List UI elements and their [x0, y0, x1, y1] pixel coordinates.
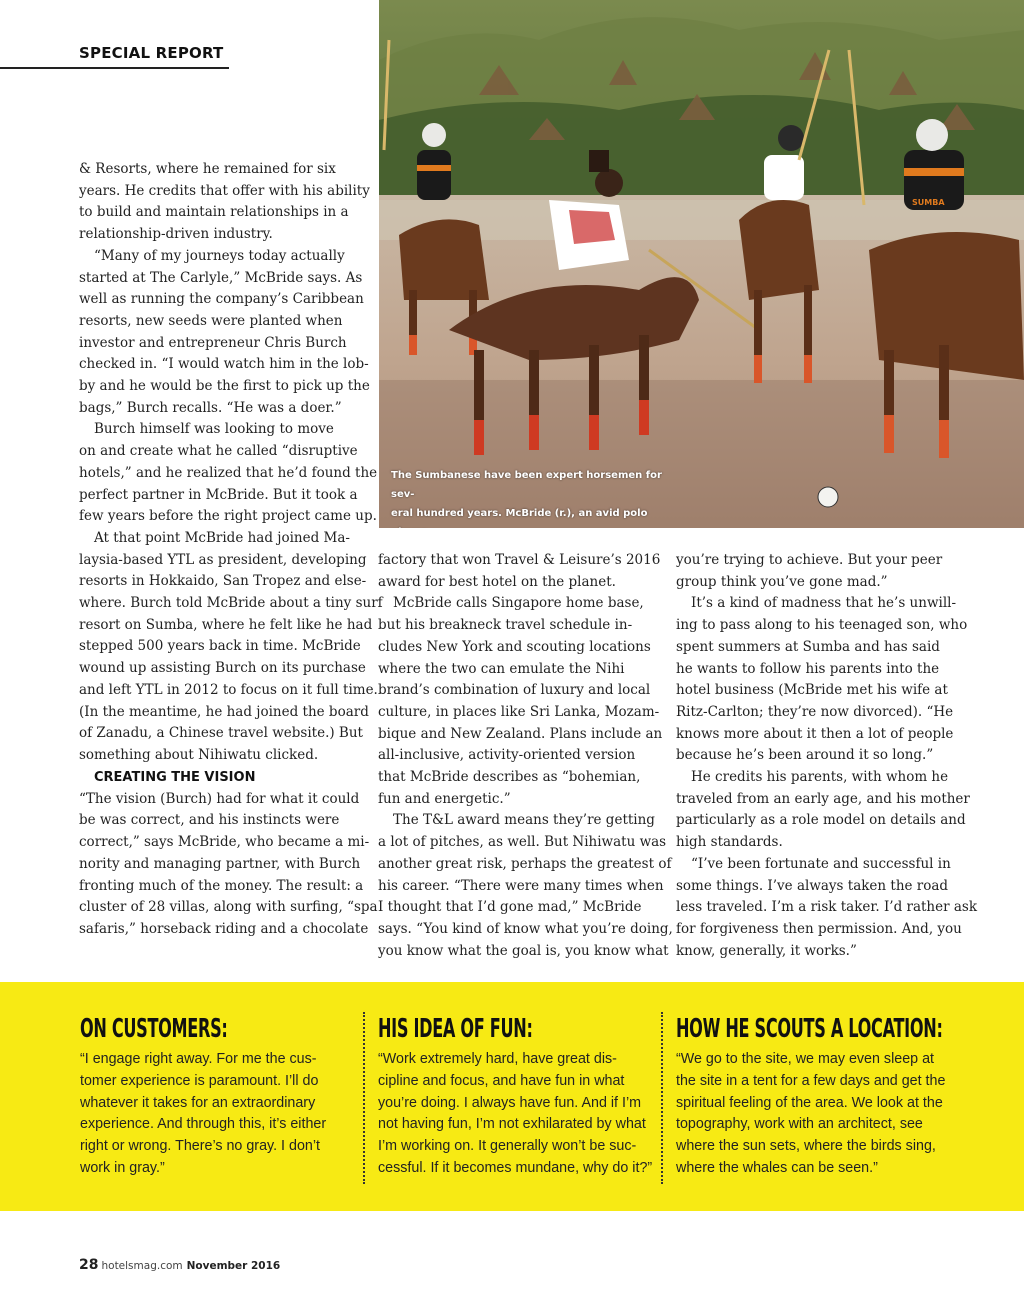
line: some things. I’ve always taken the road	[676, 877, 949, 894]
line: checked in. “I would watch him in the lob-	[79, 356, 369, 373]
line: high standards.	[676, 834, 783, 851]
line: years. He credits that offer with his ability	[79, 182, 370, 199]
line: Burch himself was looking to move	[94, 421, 334, 438]
line: you’re doing. I always have fun. And if I’m	[378, 1094, 642, 1111]
line: few years before the right project came up.	[79, 508, 377, 525]
line: that McBride describes as “bohemian,	[378, 769, 641, 786]
line: fronting much of the money. The result: a	[79, 877, 364, 894]
line: right or wrong. There’s no gray. I don’t	[80, 1138, 320, 1155]
sidebar-title: HIS IDEA OF FUN:	[378, 1014, 533, 1044]
line: & Resorts, where he remained for six	[79, 161, 336, 177]
line: another great risk, perhaps the greatest of	[378, 855, 672, 872]
line: brand’s combination of luxury and local	[378, 682, 651, 699]
line: he wants to follow his parents into the	[676, 660, 940, 677]
dotted-divider	[363, 1012, 365, 1184]
line: be was correct, and his instincts were	[79, 812, 340, 829]
line: hotels,” and he realized that he’d found the	[79, 464, 378, 481]
paragraph	[676, 550, 966, 593]
article-column-2	[378, 550, 673, 962]
photo-caption	[391, 466, 671, 528]
caption-line: eral hundred years. McBride (r.), an avid polo	[391, 508, 648, 519]
line: “The vision (Burch) had for what it could	[79, 790, 360, 807]
line: spiritual feeling of the area. We look at the	[676, 1094, 943, 1111]
sidebar-title: HOW HE SCOUTS A LOCATION:	[676, 1014, 943, 1044]
line: a lot of pitches, as well. But Nihiwatu was	[378, 834, 667, 851]
line: Ritz-Carlton; they’re now divorced). “He	[676, 703, 954, 720]
line: topography, work with an architect, see	[676, 1116, 923, 1133]
line: because he’s been around it so long.”	[676, 747, 934, 764]
subhead: CREATING THE VISION	[94, 769, 256, 785]
paragraph	[79, 159, 369, 246]
page-number: 28	[79, 1257, 99, 1273]
line: cludes New York and scouting locations	[378, 638, 651, 655]
line: on and create what he called “disruptive	[79, 443, 358, 460]
line: work in gray.”	[80, 1159, 165, 1176]
line: factory that won Travel & Leisure’s 2016	[378, 552, 661, 568]
line: where the two can emulate the Nihi	[378, 660, 625, 677]
line: you know what the goal is, you know what	[378, 942, 669, 959]
sidebar-quote	[80, 1049, 355, 1180]
line: bags,” Burch recalls. “He was a doer.”	[79, 399, 342, 416]
line: resorts, new seeds were planted when	[79, 312, 343, 329]
line: group think you’ve gone mad.”	[676, 573, 888, 590]
line: knows more about it then a lot of people	[676, 725, 954, 742]
line: cluster of 28 villas, along with surfing, “spa	[79, 899, 378, 916]
line: by and he would be the first to pick up the	[79, 378, 370, 395]
sidebar-title: ON CUSTOMERS:	[80, 1014, 228, 1044]
line: where the whales can be seen.”	[676, 1159, 878, 1176]
line: “I engage right away. For me the cus-	[80, 1051, 317, 1067]
issue-date: November 2016	[186, 1260, 281, 1272]
line: culture, in places like Sri Lanka, Mozam-	[378, 703, 660, 720]
line: his career. “There were many times when	[378, 877, 664, 894]
line: resorts in Hokkaido, San Tropez and else-	[79, 573, 367, 590]
line: It’s a kind of madness that he’s unwill-	[691, 595, 957, 612]
line: “Work extremely hard, have great dis-	[378, 1051, 617, 1067]
line: nority and managing partner, with Burch	[79, 855, 361, 872]
line: He credits his parents, with whom he	[691, 769, 949, 786]
line: fun and energetic.”	[378, 790, 511, 807]
line: know, generally, it works.”	[676, 942, 857, 959]
paragraph	[676, 593, 966, 767]
line: perfect partner in McBride. But it took a	[79, 486, 358, 503]
article-column-1	[79, 159, 383, 941]
line: I’m working on. It generally won’t be suc-	[378, 1138, 637, 1155]
line: ing to pass along to his teenaged son, who	[676, 617, 968, 634]
line: McBride calls Singapore home base,	[393, 595, 644, 612]
line: correct,” says McBride, who became a mi-	[79, 834, 370, 851]
paragraph	[676, 854, 978, 963]
line: says. “You kind of know what you’re doing,	[378, 920, 673, 937]
shirt-text: SUMBA	[912, 198, 945, 207]
paragraph	[378, 593, 668, 810]
line: At that point McBride had joined Ma-	[94, 529, 350, 546]
line: I thought that I’d gone mad,” McBride	[378, 899, 642, 916]
line: but his breakneck travel schedule in-	[378, 617, 633, 634]
line: cessful. If it becomes mundane, why do it?”	[378, 1159, 653, 1176]
paragraph	[79, 528, 383, 767]
line: the site in a tent for a few days and get the	[676, 1072, 946, 1089]
line: experience. And through this, it’s either	[80, 1116, 327, 1133]
line: stepped 500 years back in time. McBride	[79, 638, 361, 655]
line: to build and maintain relationships in a	[79, 204, 349, 221]
line: “We go to the site, we may even sleep at	[676, 1051, 935, 1067]
sidebar-quote	[378, 1049, 653, 1180]
sidebar-idea-of-fun	[378, 1011, 653, 1180]
line: all-inclusive, activity-oriented version	[378, 747, 636, 764]
line: started at The Carlyle,” McBride says. As	[79, 269, 363, 286]
line: less traveled. I’m a risk taker. I’d rather ask	[676, 899, 978, 916]
line: “Many of my journeys today actually	[94, 247, 345, 264]
line: cipline and focus, and have fun in what	[378, 1072, 625, 1089]
line: where. Burch told McBride about a tiny surf	[79, 595, 383, 612]
paragraph	[79, 419, 378, 528]
line: of Zanadu, a Chinese travel website.) But	[79, 725, 363, 742]
polo-photo	[379, 0, 1024, 528]
section-kicker: SPECIAL REPORT	[79, 44, 224, 62]
paragraph	[378, 550, 668, 593]
dotted-divider	[661, 1012, 663, 1184]
line: tomer experience is paramount. I’ll do	[80, 1072, 319, 1089]
line: “I’ve been fortunate and successful in	[691, 855, 951, 872]
line: something about Nihiwatu clicked.	[79, 746, 319, 763]
caption-line: The Sumbanese have been expert horsemen for sev-	[391, 470, 662, 500]
article-column-3	[676, 550, 978, 962]
line: whatever it takes for an extraordinary	[80, 1094, 316, 1111]
line: for forgiveness then permission. And, you	[676, 920, 962, 937]
line: award for best hotel on the planet.	[378, 573, 616, 590]
paragraph	[378, 810, 673, 962]
line: not having fun, I’m not exhilarated by what	[378, 1116, 646, 1133]
line: The T&L award means they’re getting	[393, 812, 655, 829]
line: laysia-based YTL as president, developing	[79, 551, 367, 568]
page-footer	[79, 1257, 280, 1273]
paragraph	[676, 767, 970, 854]
line: you’re trying to achieve. But your peer	[676, 552, 943, 568]
line: (In the meantime, he had joined the board	[79, 703, 369, 720]
sidebar-on-customers	[80, 1011, 355, 1180]
line: bique and New Zealand. Plans include an	[378, 725, 663, 742]
line: spent summers at Sumba and has said	[676, 638, 940, 655]
line: safaris,” horseback riding and a chocolate	[79, 920, 369, 937]
line: particularly as a role model on details and	[676, 812, 966, 829]
line: relationship-driven industry.	[79, 226, 273, 243]
paragraph	[79, 789, 378, 941]
line: resort on Sumba, where he felt like he had	[79, 616, 373, 633]
line: well as running the company’s Caribbean	[79, 291, 364, 308]
line: and left YTL in 2012 to focus on it full time.	[79, 681, 378, 698]
sidebar-scouts-location	[676, 1011, 951, 1180]
sidebar-quote	[676, 1049, 951, 1180]
kicker-rule	[0, 67, 229, 69]
paragraph	[79, 246, 369, 420]
line: hotel business (McBride met his wife at	[676, 682, 948, 699]
line: investor and entrepreneur Chris Burch	[79, 334, 347, 351]
line: wound up assisting Burch on its purchase	[79, 660, 366, 677]
site-url: hotelsmag.com	[101, 1260, 183, 1272]
line: where the sun sets, where the birds sing,	[676, 1138, 936, 1155]
line: traveled from an early age, and his mother	[676, 790, 970, 807]
